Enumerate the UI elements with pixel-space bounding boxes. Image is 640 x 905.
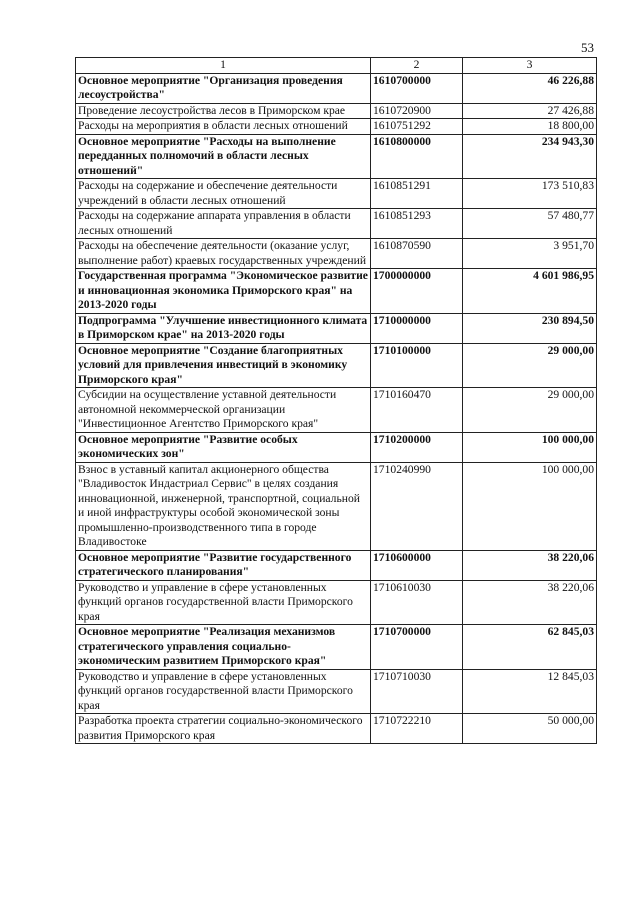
row-name-cell: Основное мероприятие "Расходы на выполнение передданных полномочий в области лесных отношений" — [76, 134, 371, 179]
table-row — [76, 269, 597, 314]
row-amount-cell: 29 000,00 — [463, 388, 597, 433]
row-name-cell: Основное мероприятие "Развитие особых экономических зон" — [76, 432, 371, 462]
row-code-cell: 1710200000 — [371, 432, 463, 462]
row-code-cell: 1710710030 — [371, 669, 463, 714]
row-amount-cell: 29 000,00 — [463, 343, 597, 388]
row-code-cell: 1610720900 — [371, 103, 463, 119]
column-header-1: 1 — [76, 58, 371, 74]
row-amount-cell: 38 220,06 — [463, 580, 597, 625]
row-name-cell: Расходы на содержание аппарата управления в области лесных отношений — [76, 209, 371, 239]
row-amount-cell: 4 601 986,95 — [463, 269, 597, 314]
table-row — [76, 625, 597, 670]
table-row — [76, 73, 597, 103]
row-name-cell: Основное мероприятие "Создание благоприятных условий для привлечения инвестиций в экономику Приморского края" — [76, 343, 371, 388]
row-name-cell: Проведение лесоустройства лесов в Приморском крае — [76, 103, 371, 119]
table-row — [76, 550, 597, 580]
row-amount-cell: 46 226,88 — [463, 73, 597, 103]
row-amount-cell: 173 510,83 — [463, 179, 597, 209]
row-name-cell: Взнос в уставный капитал акционерного общества "Владивосток Индастриал Сервис" в целях создания инновационной, инженерной, транспортной, социальной и иной инфраструктуры особой экономической зоны промышленно-производственного типа в городе Владивостоке — [76, 462, 371, 550]
row-code-cell: 1610851293 — [371, 209, 463, 239]
row-name-cell: Основное мероприятие "Реализация механизмов стратегического управления социально-экономическим развитием Приморского края" — [76, 625, 371, 670]
row-amount-cell: 100 000,00 — [463, 462, 597, 550]
row-name-cell: Субсидии на осуществление уставной деятельности автономной некоммерческой организации "Инвестиционное Агентство Приморского края" — [76, 388, 371, 433]
table-row — [76, 239, 597, 269]
row-code-cell: 1610700000 — [371, 73, 463, 103]
row-code-cell: 1610851291 — [371, 179, 463, 209]
column-header-2: 2 — [371, 58, 463, 74]
row-name-cell: Основное мероприятие "Организация проведения лесоустройства" — [76, 73, 371, 103]
row-code-cell: 1710000000 — [371, 313, 463, 343]
row-amount-cell: 3 951,70 — [463, 239, 597, 269]
row-name-cell: Руководство и управление в сфере установленных функций органов государственной власти Приморского края — [76, 580, 371, 625]
row-code-cell: 1710160470 — [371, 388, 463, 433]
table-row — [76, 313, 597, 343]
row-amount-cell: 50 000,00 — [463, 714, 597, 744]
row-name-cell: Разработка проекта стратегии социально-экономического развития Приморского края — [76, 714, 371, 744]
row-amount-cell: 38 220,06 — [463, 550, 597, 580]
row-code-cell: 1710700000 — [371, 625, 463, 670]
row-amount-cell: 18 800,00 — [463, 119, 597, 135]
table-row — [76, 714, 597, 744]
table-row — [76, 209, 597, 239]
row-name-cell: Государственная программа "Экономическое развитие и инновационная экономика Приморского края" на 2013-2020 годы — [76, 269, 371, 314]
table-row — [76, 134, 597, 179]
table-body — [76, 73, 597, 744]
row-amount-cell: 12 845,03 — [463, 669, 597, 714]
row-amount-cell: 62 845,03 — [463, 625, 597, 670]
row-name-cell: Подпрограмма "Улучшение инвестиционного климата в Приморском крае" на 2013-2020 годы — [76, 313, 371, 343]
row-amount-cell: 234 943,30 — [463, 134, 597, 179]
table-row — [76, 462, 597, 550]
table-row — [76, 432, 597, 462]
row-amount-cell: 27 426,88 — [463, 103, 597, 119]
row-name-cell: Расходы на мероприятия в области лесных отношений — [76, 119, 371, 135]
row-code-cell: 1610800000 — [371, 134, 463, 179]
row-code-cell: 1710600000 — [371, 550, 463, 580]
row-amount-cell: 57 480,77 — [463, 209, 597, 239]
row-code-cell: 1610870590 — [371, 239, 463, 269]
row-name-cell: Расходы на обеспечение деятельности (оказание услуг, выполнение работ) краевых государственных учреждений — [76, 239, 371, 269]
row-code-cell: 1710722210 — [371, 714, 463, 744]
row-amount-cell: 230 894,50 — [463, 313, 597, 343]
row-code-cell: 1710610030 — [371, 580, 463, 625]
header-row — [76, 58, 597, 74]
row-name-cell: Основное мероприятие "Развитие государственного стратегического планирования" — [76, 550, 371, 580]
row-code-cell: 1710100000 — [371, 343, 463, 388]
budget-table — [75, 57, 597, 744]
row-name-cell: Расходы на содержание и обеспечение деятельности учреждений в области лесных отношений — [76, 179, 371, 209]
row-amount-cell: 100 000,00 — [463, 432, 597, 462]
row-code-cell: 1710240990 — [371, 462, 463, 550]
table-row — [76, 179, 597, 209]
table-row — [76, 119, 597, 135]
table-row — [76, 343, 597, 388]
table-row — [76, 103, 597, 119]
column-header-3: 3 — [463, 58, 597, 74]
row-name-cell: Руководство и управление в сфере установленных функций органов государственной власти Приморского края — [76, 669, 371, 714]
table-row — [76, 669, 597, 714]
row-code-cell: 1700000000 — [371, 269, 463, 314]
table-row — [76, 388, 597, 433]
table-row — [76, 580, 597, 625]
row-code-cell: 1610751292 — [371, 119, 463, 135]
page-number: 53 — [581, 40, 594, 55]
